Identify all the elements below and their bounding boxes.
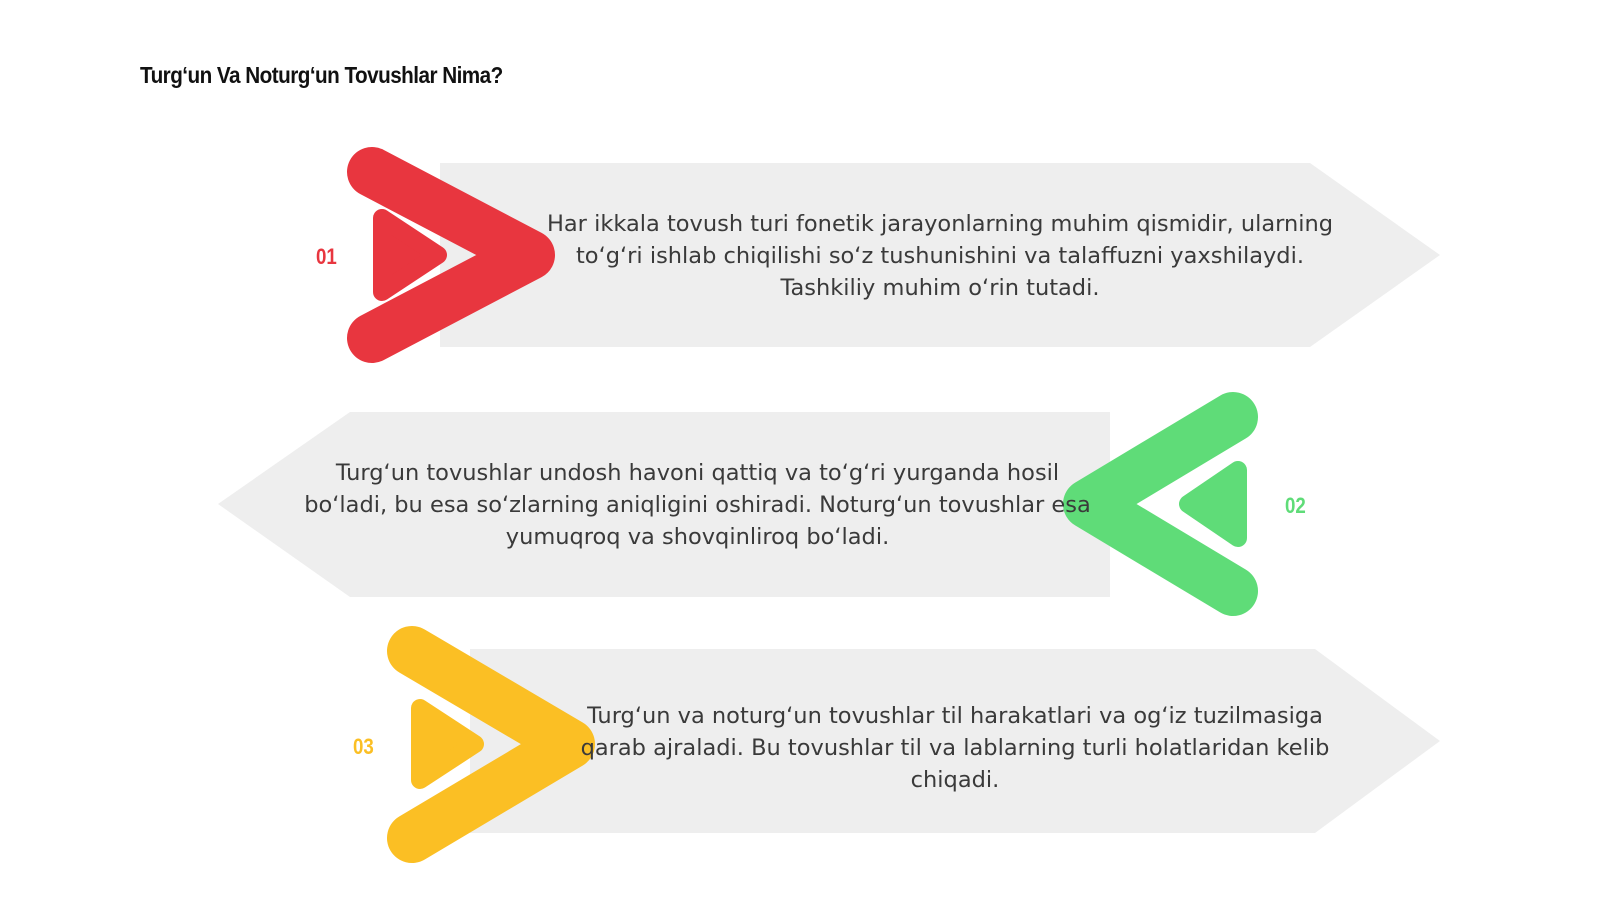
item-text-3: Turg‘un va noturg‘un tovushlar til harakatlari va og‘iz tuzilmasiga qarab ajraladi. Bu tovushlar til va lablarning turli holatlaridan kelib chiqadi.	[580, 703, 1330, 793]
item-text-2: Turg‘un tovushlar undosh havoni qattiq va to‘g‘ri yurganda hosil bo‘ladi, bu esa so‘zlarning aniqligini oshiradi. Noturg‘un tovushlar esa yumuqroq va shovqinliroq bo‘ladi.	[304, 460, 1091, 550]
item-number-1: 01	[316, 244, 337, 269]
item-number-2: 02	[1285, 493, 1306, 518]
slide-title: Turg‘un Va Noturg‘un Tovushlar Nima?	[140, 62, 503, 88]
item-text-1: Har ikkala tovush turi fonetik jarayonlarning muhim qismidir, ularning to‘g‘ri ishlab chiqilishi so‘z tushunishini va talaffuzni yaxshilaydi. Tashkiliy muhim o‘rin tutadi.	[546, 211, 1334, 301]
item-number-3: 03	[353, 734, 374, 759]
play-icon-3	[420, 708, 475, 780]
play-left-icon-2	[1188, 470, 1238, 538]
